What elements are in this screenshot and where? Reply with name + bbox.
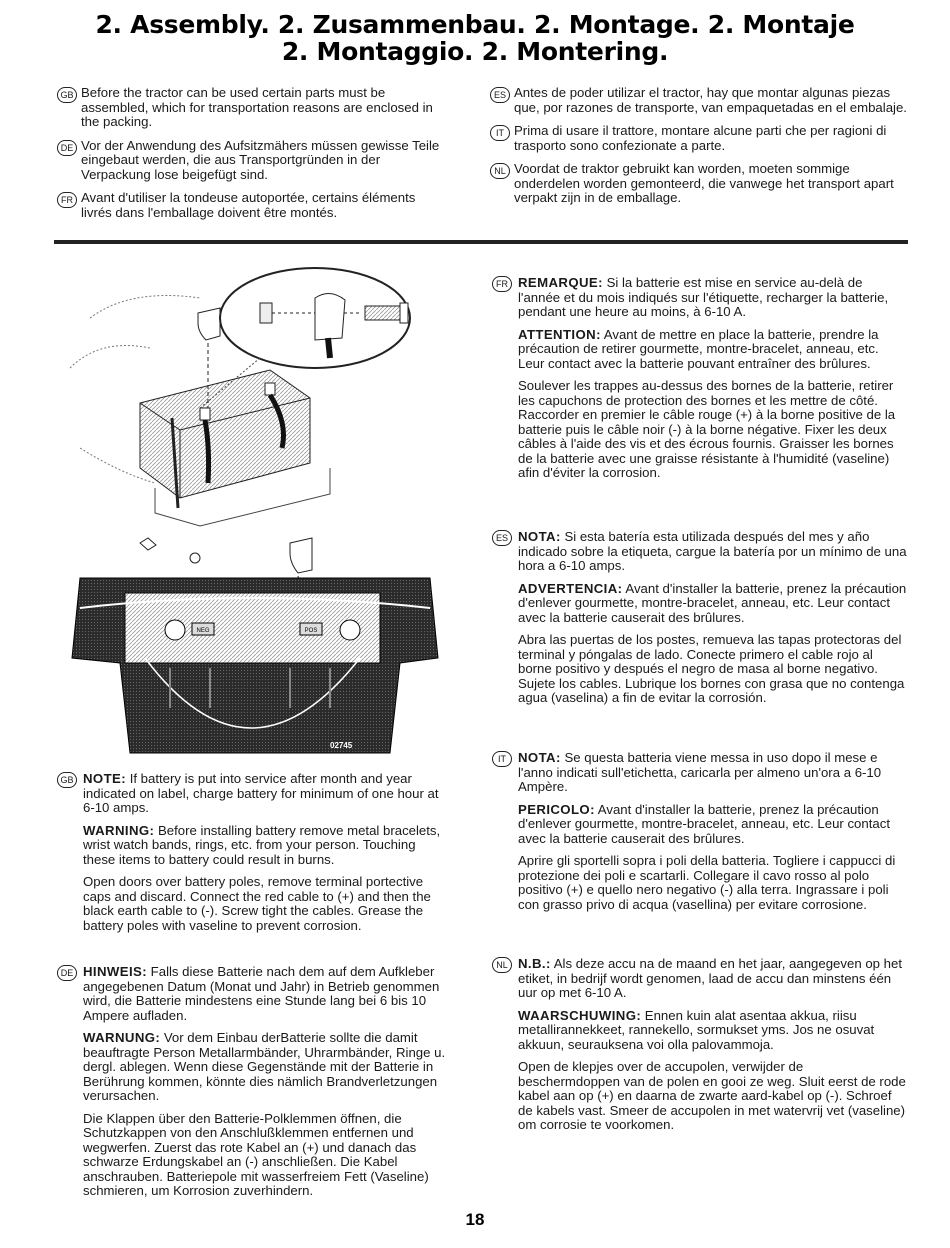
it-note (518, 751, 908, 795)
intro-text-gb: Before the tractor can be used certain parts must be assembled, which for transportation reasons are enclosed in the packing. (81, 85, 433, 129)
es-note-text: Si esta batería esta utilizada después del mes y año indicado sobre la etiqueta, cargue la batería por un mínimo de una hora a 6-10 amps. (518, 529, 907, 573)
section-fr-body (518, 276, 908, 489)
it-instructions: Aprire gli sportelli sopra i poli della batteria. Togliere i cappucci di protezione dei poli e scartarli. Collegare il cavo rosso al polo positivo (+) e quello nero negativo (-) alla terra. Ingrassare i poli con grasso privo di acqua (vasellina) per evitare corrosione. (518, 853, 896, 912)
section-es (492, 530, 908, 714)
page-number: 18 (465, 1210, 485, 1229)
fr-note-lead: REMARQUE: (518, 275, 603, 290)
intro-nl (490, 162, 908, 206)
nl-instructions: Open de klepjes over de accupolen, verwijder de beschermdoppen van de polen en gooi ze weg. Sluit eerst de rode kabel aan op (+) en daarna de zwarte aard-kabel op (-). Schroef de kabels vast. Smeer de accupolen in met watervrij vet (vaseline) om corrosie te voorkomen. (518, 1059, 906, 1132)
intro-it (490, 124, 908, 153)
intro-text-it: Prima di usare il trattore, montare alcune parti che per ragioni di trasporto sono confezionate a parte. (514, 123, 887, 153)
it-warning (518, 803, 908, 847)
language-badge-es-section: ES (492, 530, 512, 546)
intro-fr (57, 191, 449, 220)
battery-installation-illustration (60, 258, 450, 758)
language-badge-it: IT (490, 125, 510, 141)
battery-tray (72, 578, 438, 753)
gb-warning (83, 824, 449, 868)
fr-note-text: Si la batterie est mise en service au-delà de l'année et du mois indiqués sur l'étiquette, recharger la batterie, pendant une heure au moins, à 6-10 A. (518, 275, 889, 319)
it-warning-lead: PERICOLO: (518, 801, 595, 817)
nl-warning (518, 1009, 908, 1053)
positive-terminal-label: POS (304, 628, 318, 634)
es-note (518, 530, 908, 574)
es-instructions: Abra las puertas de los postes, remueva las tapas protectoras del terminal y póngalas de lado. Conecte primero el cable rojo al borne positivo y después el negro de masa al borne negativo. Sujete los cables. Lubrique los bornes con grasa que no contenga agua (vaselina) a fin de evitar la corrosión. (518, 632, 905, 705)
fr-warning-text: Avant de mettre en place la batterie, prendre la précaution de retirer gourmette, montre-bracelet, anneau, etc. Leur contact avec la batterie pouvant entraîner des brûlures. (518, 326, 879, 371)
language-badge-it-section: IT (492, 751, 512, 767)
de-warning-lead: WARNUNG: (83, 1030, 161, 1045)
intro-text-nl: Voordat de traktor gebruikt kan worden, moeten sommige onderdelen worden gemonteerd, die vanwege het transport apart verpakt zijn in de emballage. (514, 161, 894, 205)
es-warning (518, 582, 908, 626)
section-nl-body (518, 957, 908, 1141)
gb-warning-text: Before installing battery remove metal bracelets, wrist watch bands, rings, etc. from your person. Touching these items to battery could result in burns. (83, 822, 441, 867)
section-it-body (518, 751, 908, 920)
gb-instructions: Open doors over battery poles, remove terminal portective caps and discard. Connect the red cable to (+) and then the black earth cable to (-). Screw tight the cables. Grease the battery poles with vaseline to prevent corrosion. (83, 874, 431, 933)
fr-warning-lead: ATTENTION: (518, 326, 601, 342)
language-badge-de: DE (57, 140, 77, 156)
intro-gb (57, 86, 449, 130)
intro-left-column (57, 86, 449, 229)
nl-note-lead: N.B.: (518, 956, 551, 971)
it-note-lead: NOTA: (518, 750, 561, 765)
nl-note-text: Als deze accu na de maand en het jaar, aangegeven op het etiket, in bedrijf wordt genomen, laad de accu dan minstens één uur op met 6-10 A. (518, 956, 902, 1000)
negative-terminal-label: NEG (196, 628, 210, 634)
nl-warning-lead: WAARSCHUWING: (518, 1007, 642, 1023)
section-de (57, 965, 449, 1207)
language-badge-es: ES (490, 87, 510, 103)
gb-warning-lead: WARNING: (83, 822, 155, 838)
es-warning-text: Avant d'installer la batterie, prenez la précaution d'enlever gourmette, montre-bracelet, anneau, etc. Leur contact avec la batterie causerait des brûlures. (518, 580, 907, 625)
fr-instructions: Soulever les trappes au-dessus des bornes de la batterie, retirer les capuchons de protection des bornes et les mettre de côté. Raccorder en premier le câble rouge (+) à la borne positive de la batterie puis le câble noir (-) à la borne négative. Fixer les deux câbles à l'aide des vis et des écrous fournis. Graisser les bornes de la batterie avec une graisse résistante à l'humidité (vaseline) afin d'éviter la corrosion. (518, 378, 896, 480)
it-note-text: Se questa batteria viene messa in uso dopo il mese e l'anno indicati sull'etichetta, caricarla per almeno un'ora a 6-10 Ampère. (518, 750, 882, 794)
intro-right-column (490, 86, 908, 215)
nl-warning-text: Ennen kuin alat asentaa akkua, riisu metallirannekkeet, rannekello, sormukset yms. Jos ne osuvat akkuun, seurauksena voi olla palovammoja. (518, 1007, 875, 1052)
nl-note (518, 957, 908, 1001)
intro-text-es: Antes de poder utilizar el tractor, hay que montar algunas piezas que, por razones de transporte, van empaquetadas en el embalaje. (514, 85, 907, 115)
fr-warning (518, 328, 908, 372)
section-nl (492, 957, 908, 1141)
intro-text-fr: Avant d'utiliser la tondeuse autoportée, certains éléments livrés dans l'emballage doivent être montés. (81, 190, 416, 220)
section-divider (54, 240, 908, 244)
language-badge-de-section: DE (57, 965, 77, 981)
intro-de (57, 139, 449, 183)
gb-note (83, 772, 449, 816)
section-gb (57, 772, 449, 941)
gb-note-text: If battery is put into service after month and year indicated on label, charge battery for minimum of one hour at 6-10 amps. (83, 771, 439, 815)
de-note-lead: HINWEIS: (83, 964, 148, 979)
es-note-lead: NOTA: (518, 529, 561, 544)
figure-code: 02745 (330, 741, 353, 750)
fr-note (518, 276, 908, 320)
section-gb-body (83, 772, 449, 941)
intro-es (490, 86, 908, 115)
language-badge-nl: NL (490, 163, 510, 179)
section-fr (492, 276, 908, 489)
de-note (83, 965, 449, 1023)
section-de-body (83, 965, 449, 1207)
de-warning (83, 1031, 449, 1104)
de-note-text: Falls diese Batterie nach dem auf dem Aufkleber angegebenen Datum (Monat und Jahr) in Betrieb genommen wird, die Batterie mindestens eine Stunde lang bei 6 bis 10 Ampere aufladen. (83, 964, 440, 1023)
language-badge-fr-section: FR (492, 276, 512, 292)
es-warning-lead: ADVERTENCIA: (518, 580, 623, 596)
section-es-body (518, 530, 908, 714)
gb-note-lead: NOTE: (83, 771, 127, 786)
language-badge-nl-section: NL (492, 957, 512, 973)
language-badge-gb-section: GB (57, 772, 77, 788)
language-badge-fr: FR (57, 192, 77, 208)
intro-text-de: Vor der Anwendung des Aufsitzmähers müssen gewisse Teile eingebaut werden, die aus Transportgründen in der Verpackung lose beigefügt sind. (81, 137, 440, 182)
page-title-line-2: 2. Montaggio. 2. Montering. (281, 37, 669, 66)
it-warning-text: Avant d'installer la batterie, prenez la précaution d'enlever gourmette, montre-bracelet, anneau, etc. Leur contact avec la batterie causerait des brûlures. (518, 801, 890, 846)
language-badge-gb: GB (57, 87, 77, 103)
page-title-line-1: 2. Assembly. 2. Zusammenbau. 2. Montage. 2. Montaje (95, 10, 855, 39)
section-it (492, 751, 908, 920)
de-warning-text: Vor dem Einbau derBatterie sollte die damit beauftragte Person Metallarmbänder, Uhrarmbänder, Ringe u. dergl. ablegen. Wenn diese Gegenstände mit der Batterie in Berührung kommen, könnte dies nämlich Brandverletzungen verursachen. (83, 1030, 446, 1103)
de-instructions: Die Klappen über den Batterie-Polklemmen öffnen, die Schutzkappen von den Anschlußklemmen entfernen und wegwerfen. Zuerst das rote Kabel an (+) und danach das schwarze Erdungskabel an (-) anschließen. Die Kabel anschrauben. Batteriepole mit wasserfreiem Fett (Vaseline) schmieren, um Korrosion zuverhindern. (83, 1110, 429, 1198)
